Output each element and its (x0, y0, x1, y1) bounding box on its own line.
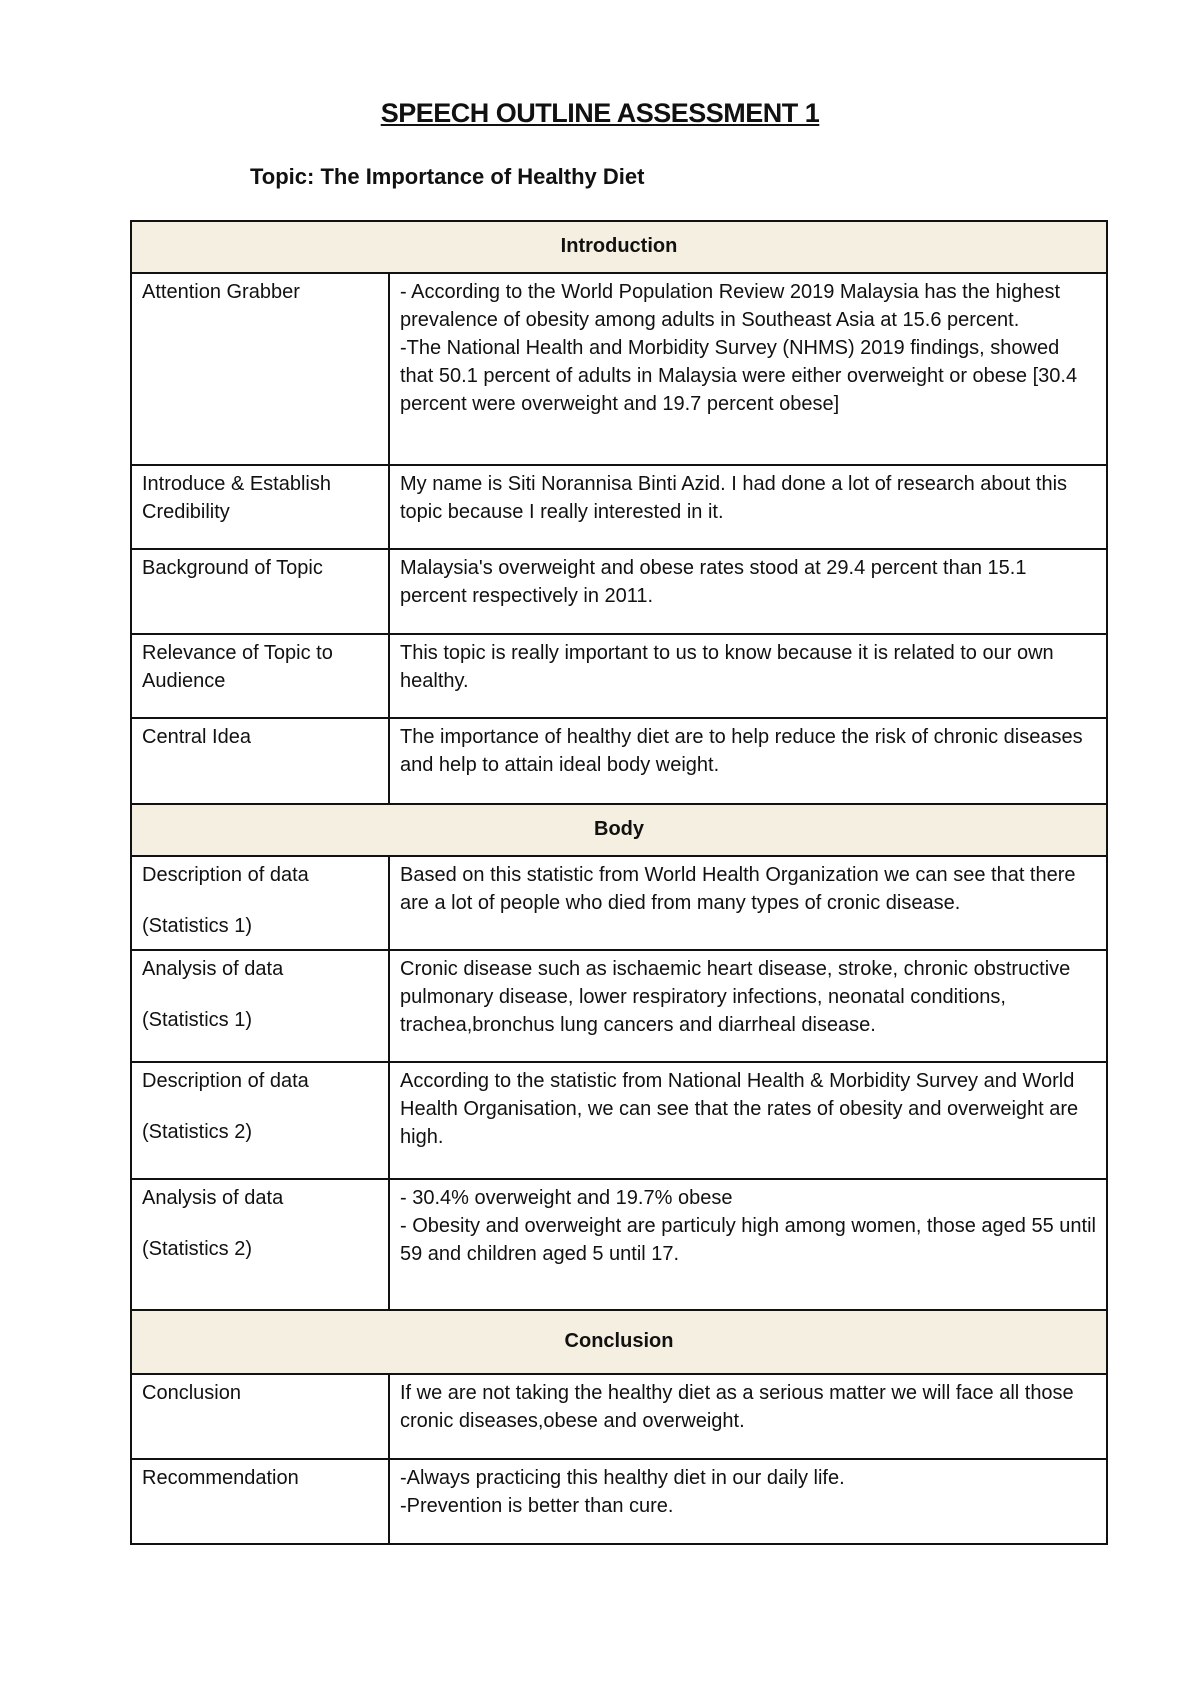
row-label: Attention Grabber (131, 273, 389, 465)
content-line: My name is Siti Norannisa Binti Azid. I had done a lot of research about this topic because I really interested in it. (400, 473, 1068, 523)
content-line: According to the statistic from National Health & Morbidity Survey and World Health Organisation, we can see that the rates of obesity and overweight are high. (400, 1070, 1079, 1148)
document-title: SPEECH OUTLINE ASSESSMENT 1 (380, 98, 820, 128)
row-content (389, 1459, 1107, 1544)
row-label: Relevance of Topic to Audience (131, 634, 389, 718)
row-label (131, 950, 389, 1062)
content-line: The importance of healthy diet are to help reduce the risk of chronic diseases and help to attain ideal body weight. (400, 726, 1083, 776)
content-line: If we are not taking the healthy diet as a serious matter we will face all those cronic diseases,obese and overweight. (400, 1382, 1074, 1432)
table-row (131, 549, 1107, 634)
table-row (131, 273, 1107, 465)
row-content (389, 549, 1107, 634)
section-heading-body: Body (131, 804, 1107, 856)
content-line: - Obesity and overweight are particuly high among women, those aged 55 until 59 and children aged 5 until 17. (400, 1215, 1096, 1265)
row-content (389, 950, 1107, 1062)
row-label-text: Analysis of data (142, 958, 284, 980)
table-row (131, 1179, 1107, 1310)
row-sublabel: (Statistics 1) (142, 915, 253, 937)
content-line: - 30.4% overweight and 19.7% obese (400, 1187, 733, 1209)
row-label: Conclusion (131, 1374, 389, 1459)
content-line: - According to the World Population Review 2019 Malaysia has the highest prevalence of obesity among adults in Southeast Asia at 15.6 percent. (400, 281, 1061, 331)
content-line: Malaysia's overweight and obese rates stood at 29.4 percent than 15.1 percent respectively in 2011. (400, 557, 1027, 607)
content-line: Cronic disease such as ischaemic heart disease, stroke, chronic obstructive pulmonary disease, lower respiratory infections, neonatal conditions, trachea,bronchus lung cancers and diarrheal disease. (400, 958, 1071, 1036)
content-line: -Always practicing this healthy diet in our daily life. (400, 1467, 845, 1489)
table-row (131, 1459, 1107, 1544)
row-label: Recommendation (131, 1459, 389, 1544)
section-header-row (131, 1310, 1107, 1374)
row-content (389, 718, 1107, 804)
content-line: -The National Health and Morbidity Survey (NHMS) 2019 findings, showed that 50.1 percent of adults in Malaysia were either overweight or obese [30.4 percent were overweight and 19.7 percent obese] (400, 337, 1078, 415)
row-label (131, 856, 389, 950)
row-label (131, 1062, 389, 1179)
content-line: This topic is really important to us to know because it is related to our own healthy. (400, 642, 1054, 692)
content-line: -Prevention is better than cure. (400, 1495, 674, 1517)
section-heading-conclusion: Conclusion (131, 1310, 1107, 1374)
table-row (131, 1062, 1107, 1179)
row-label-text: Analysis of data (142, 1187, 284, 1209)
speech-outline-table (130, 220, 1108, 1545)
row-content (389, 856, 1107, 950)
row-sublabel: (Statistics 2) (142, 1121, 253, 1143)
row-content (389, 465, 1107, 549)
topic-line: Topic: The Importance of Healthy Diet (250, 164, 645, 189)
section-heading-introduction: Introduction (131, 221, 1107, 273)
row-sublabel: (Statistics 1) (142, 1009, 253, 1031)
table-row (131, 950, 1107, 1062)
row-label: Central Idea (131, 718, 389, 804)
table-row (131, 718, 1107, 804)
row-content (389, 634, 1107, 718)
row-sublabel: (Statistics 2) (142, 1238, 253, 1260)
row-label-text: Description of data (142, 864, 309, 886)
row-label: Background of Topic (131, 549, 389, 634)
section-header-row (131, 804, 1107, 856)
row-label: Introduce & Establish Credibility (131, 465, 389, 549)
table-row (131, 1374, 1107, 1459)
row-content (389, 1374, 1107, 1459)
row-content (389, 1062, 1107, 1179)
table-row (131, 634, 1107, 718)
section-header-row (131, 221, 1107, 273)
table-row (131, 465, 1107, 549)
row-content (389, 1179, 1107, 1310)
row-content (389, 273, 1107, 465)
row-label (131, 1179, 389, 1310)
table-row (131, 856, 1107, 950)
content-line: Based on this statistic from World Health Organization we can see that there are a lot of people who died from many types of cronic disease. (400, 864, 1076, 914)
row-label-text: Description of data (142, 1070, 309, 1092)
